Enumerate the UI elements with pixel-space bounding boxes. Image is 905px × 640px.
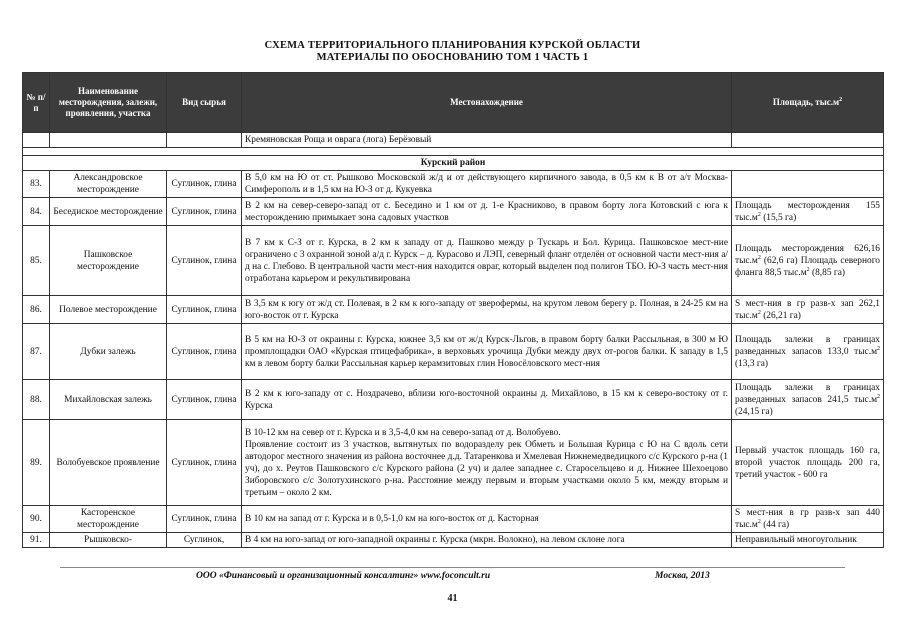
cell-name: Пашковское месторождение bbox=[50, 226, 167, 296]
cell-name: Рышковско- bbox=[50, 533, 167, 548]
table-row bbox=[23, 226, 884, 296]
cell-location: В 3,5 км к югу от ж/д ст. Полевая, в 2 км к юго-западу от зверофермы, на крутом левом берегу р. Полная, в 24-25 км на юго-восток от г. Курска bbox=[242, 296, 732, 324]
cell-area: Первый участок площадь 160 га, второй участок площадь 200 га, третий участок - 600 га bbox=[732, 420, 884, 506]
footer-divider bbox=[60, 567, 845, 568]
cell-name: Полевое месторождение bbox=[50, 296, 167, 324]
table-row bbox=[23, 324, 884, 380]
table-row bbox=[23, 420, 884, 506]
deposits-table bbox=[22, 72, 884, 548]
cell-location: В 5 км на Ю-З от окраины г. Курска, южнее 3,5 км от ж/д Курск-Льгов, в правом борту балки Рассыльная, в 300 м Ю промплощадки ОАО «Курская птицефабрика», в верховьях урочища Дубки между двух от-рогов балки. К западу в 1,5 км в левом борту балки Рассыльная карьер керамзитовых глин Новосёловского мест-ния bbox=[242, 324, 732, 380]
document-subtitle: МАТЕРИАЛЫ ПО ОБОСНОВАНИЮ ТОМ 1 ЧАСТЬ 1 bbox=[316, 52, 589, 63]
cell-raw-material: Суглинок, глина bbox=[167, 324, 242, 380]
header-area: Площадь, $тыс.м^2$ bbox=[732, 73, 884, 133]
footer-organization: ООО «Финансовый и организационный консалтинг» www.foconcult.ru bbox=[196, 571, 491, 581]
cell-raw-material: Суглинок, глина bbox=[167, 296, 242, 324]
cell-number: 84. bbox=[23, 198, 50, 226]
cell-name: Михайловская залежь bbox=[50, 380, 167, 420]
cell-location: В 7 км к С-З от г. Курска, в 2 км к западу от д. Пашково между р Тускарь и Бол. Курица. Пашковское мест-ние ограничено с 3 охранной зоной а/д г. Курск – д. Курасово и ЛЭП, северный фланг отделён от основной части мест-ния а/д на с. Глебово. В центральной части мест-ния находится овраг, который выделен под полигон ТБО. Ю-З часть мест-ния отработана карьером и рекультивирована bbox=[242, 226, 732, 296]
cell-number: 85. bbox=[23, 226, 50, 296]
cell-location: Кремяновская Роща и оврага (лога) Берёзовый bbox=[242, 133, 732, 148]
cell-raw-material: Суглинок, глина bbox=[167, 226, 242, 296]
cell-area: S мест-ния в гр разв-х зап 262,1 $тыс.м^2$ (26,21 га) bbox=[732, 296, 884, 324]
table-row-continuation bbox=[23, 133, 884, 148]
cell-name: Беседиское месторождение bbox=[50, 198, 167, 226]
cell-name: Дубки залежь bbox=[50, 324, 167, 380]
cell-number: 91. bbox=[23, 533, 50, 548]
cell-area: Площадь залежи в границах разведанных запасов 133,0 $тыс.м^2$ (13,3 га) bbox=[732, 324, 884, 380]
document-title: СХЕМА ТЕРРИТОРИАЛЬНОГО ПЛАНИРОВАНИЯ КУРСКОЙ ОБЛАСТИ bbox=[264, 40, 641, 51]
footer-city-year: Москва, 2013 bbox=[655, 571, 710, 581]
cell-name: Касторенское месторождение bbox=[50, 506, 167, 533]
region-label: Курский район bbox=[23, 156, 884, 171]
spacer-row bbox=[23, 148, 884, 156]
page-number: 41 bbox=[447, 593, 458, 604]
table-row bbox=[23, 533, 884, 548]
cell-area: Площадь месторождения 626,16 $тыс.м^2$ (62,6 га) Площадь северного фланга 88,5 $тыс.м^2$ (8,85 га) bbox=[732, 226, 884, 296]
cell-area: Неправильный многоугольник bbox=[732, 533, 884, 548]
cell-number: 89. bbox=[23, 420, 50, 506]
cell-location bbox=[242, 420, 732, 506]
cell-raw-material: Суглинок, глина bbox=[167, 198, 242, 226]
cell-location: В 10 км на запад от г. Курска и в 0,5-1,0 км на юго-восток от д. Касторная bbox=[242, 506, 732, 533]
cell-raw-material: Суглинок, глина bbox=[167, 420, 242, 506]
cell-number: 90. bbox=[23, 506, 50, 533]
table-row bbox=[23, 380, 884, 420]
cell-raw-material: Суглинок, глина bbox=[167, 506, 242, 533]
table-row bbox=[23, 506, 884, 533]
cell-raw-material: Суглинок, глина bbox=[167, 380, 242, 420]
table-row bbox=[23, 198, 884, 226]
cell-raw-material: Суглинок, глина bbox=[167, 171, 242, 198]
header-location: Местонахождение bbox=[242, 73, 732, 133]
cell-name: Александровское месторождение bbox=[50, 171, 167, 198]
location-line: В 10-12 км на север от г. Курска и в 3,5-4,0 км на северо-запад от д. Волобуево. bbox=[245, 427, 561, 438]
cell-location: В 5,0 км на Ю от ст. Рышково Московской ж/д и от действующего кирпичного завода, в 0,5 км к В от а/т Москва-Симферополь и в 1,5 км на Ю-З от д. Кукуевка bbox=[242, 171, 732, 198]
cell-area: Площадь залежи в границах разведанных запасов 241,5 $тыс.м^2$ (24,15 га) bbox=[732, 380, 884, 420]
cell-number: 87. bbox=[23, 324, 50, 380]
table-row bbox=[23, 296, 884, 324]
cell-number: 83. bbox=[23, 171, 50, 198]
header-name: Наименование месторождения, залежи, проявления, участка bbox=[50, 73, 167, 133]
location-line: Проявление состоит из 3 участков, вытянутых по водоразделу рек Обметь и Большая Курица с Ю на С вдоль сети автодорог местного значения из района восточнее д.д. Татаренкова и Хмелевая Нижнемедведицкого с/с Курского р-на (1 уч), до х. Реутов Пашковского с/с Курского района (2 уч) и далее западнее с. Старосельцево и д. Нижнее Шехоецово Зиборовского с/с Золотухинского р-на. Расстояние между первым и вторым участками около 5 км, между вторым и третьим – около 2 км. bbox=[245, 439, 728, 498]
cell-area: Площадь месторождения 155 $тыс.м^2$ (15,5 га) bbox=[732, 198, 884, 226]
cell-location: В 2 км к юго-западу от с. Ноздрачево, вблизи юго-восточной окраины д. Михайлово, в 15 км к северо-востоку от г. Курска bbox=[242, 380, 732, 420]
cell-number: 86. bbox=[23, 296, 50, 324]
cell-area bbox=[732, 171, 884, 198]
cell-number: 88. bbox=[23, 380, 50, 420]
cell-name: Волобуевское проявление bbox=[50, 420, 167, 506]
cell-location: В 4 км на юго-запад от юго-западной окраины г. Курска (мкрн. Волокно), на левом склоне лога bbox=[242, 533, 732, 548]
header-raw-material: Вид сырья bbox=[167, 73, 242, 133]
cell-area: S мест-ния в гр разв-х зап 440 $тыс.м^2$ (44 га) bbox=[732, 506, 884, 533]
region-row bbox=[23, 156, 884, 171]
header-number: № п/п bbox=[23, 73, 50, 133]
table-row bbox=[23, 171, 884, 198]
cell-location: В 2 км на север-северо-запад от с. Беседино и 1 км от д. 1-е Красниково, в правом борту лога Котовский с юга к месторождению примыкает зона садовых участков bbox=[242, 198, 732, 226]
table-header-row bbox=[23, 73, 884, 133]
cell-raw-material: Суглинок, bbox=[167, 533, 242, 548]
